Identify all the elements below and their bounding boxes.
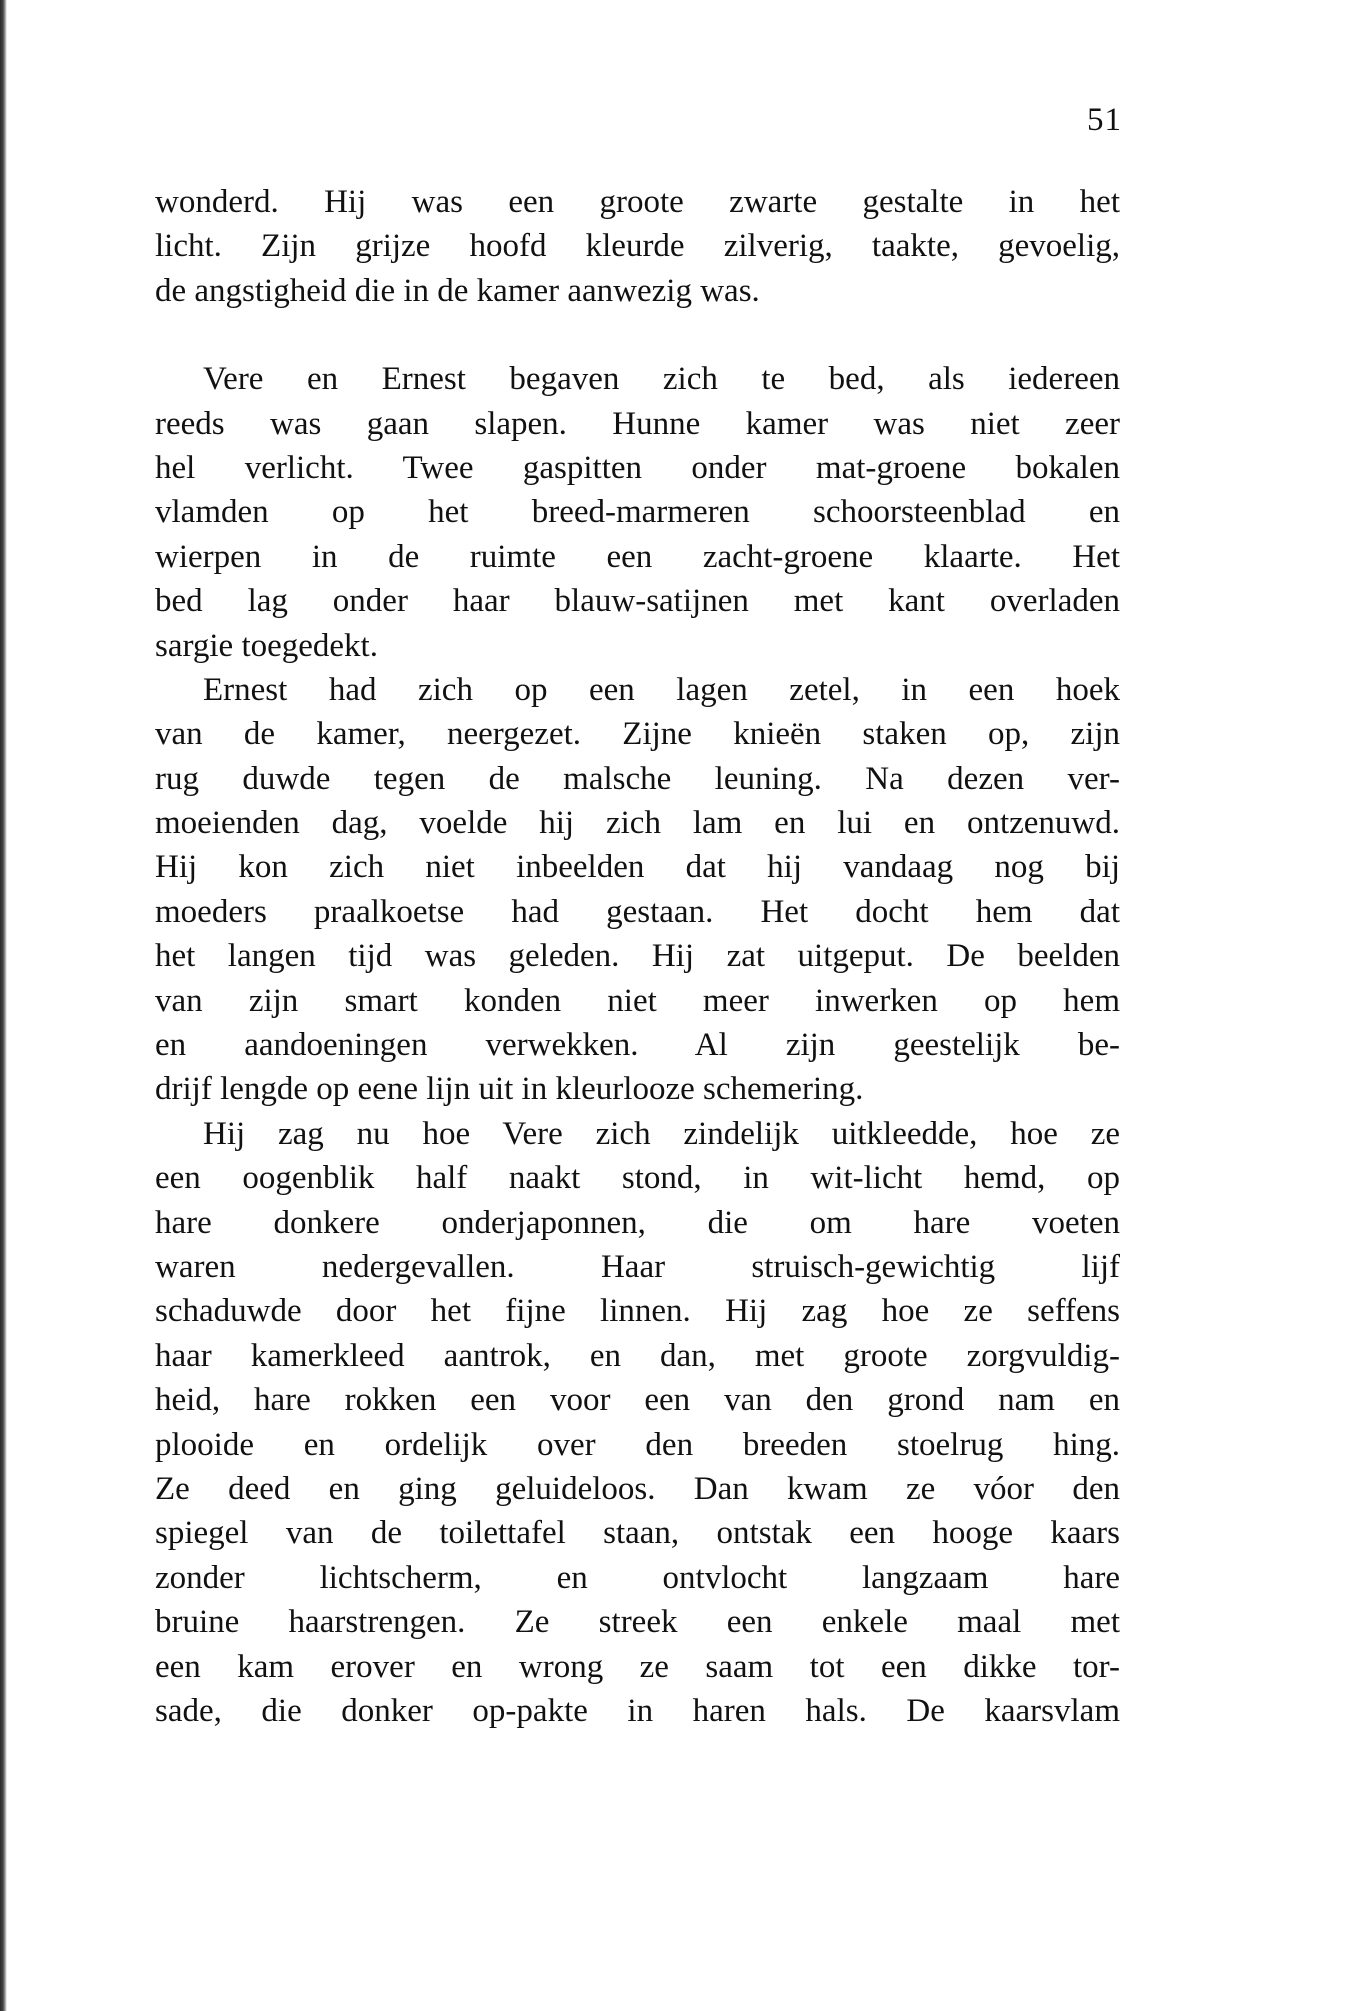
text-line: reeds was gaan slapen. Hunne kamer was niet zeer [155,405,1120,442]
paragraph [155,180,1120,313]
text-line: hel verlicht. Twee gaspitten onder mat-groene bokalen [155,449,1120,486]
text-line: en aandoeningen verwekken. Al zijn geestelijk be- [155,1027,1120,1064]
paragraph [155,1112,1120,1733]
text-line: Hij kon zich niet inbeelden dat hij vandaag nog bij [155,849,1120,886]
text-line: moeienden dag, voelde hij zich lam en lui en ontzenuwd. [155,805,1120,842]
text-line: wierpen in de ruimte een zacht-groene klaarte. Het [155,538,1120,575]
text-line: bed lag onder haar blauw-satijnen met kant overladen [155,583,1120,620]
text-line: schaduwde door het fijne linnen. Hij zag hoe ze seffens [155,1293,1120,1330]
text-line: haar kamerkleed aantrok, en dan, met groote zorgvuldig- [155,1337,1120,1374]
text-line: moeders praalkoetse had gestaan. Het docht hem dat [155,893,1120,930]
text-line: zonder lichtscherm, en ontvlocht langzaam hare [155,1559,1120,1596]
text-line: heid, hare rokken een voor een van den grond nam en [155,1382,1120,1419]
text-line: Ze deed en ging geluideloos. Dan kwam ze vóor den [155,1470,1120,1507]
text-line: hare donkere onderjaponnen, die om hare voeten [155,1204,1120,1241]
section-gap [155,313,1120,357]
text-line: sargie toegedekt. [155,627,378,664]
text-line: van de kamer, neergezet. Zijne knieën staken op, zijn [155,716,1120,753]
text-line: wonderd. Hij was een groote zwarte gestalte in het [155,184,1120,220]
text-line: van zijn smart konden niet meer inwerken op hem [155,982,1120,1019]
text-line: het langen tijd was geleden. Hij zat uitgeput. De beelden [155,938,1120,975]
text-line: waren nedergevallen. Haar struisch-gewichtig lijf [155,1248,1120,1285]
text-line: spiegel van de toilettafel staan, ontstak een hooge kaars [155,1515,1120,1552]
text-line: drijf lengde op eene lijn uit in kleurlooze schemering. [155,1071,864,1108]
text-line: een kam erover en wrong ze saam tot een dikke tor- [155,1648,1120,1685]
text-line: Ernest had zich op een lagen zetel, in een hoek [203,671,1120,708]
page-number: 51 [1087,102,1122,138]
text-line: rug duwde tegen de malsche leuning. Na dezen ver- [155,760,1120,797]
paragraph [155,668,1120,1112]
text-line: vlamden op het breed-marmeren schoorsteenblad en [155,494,1120,531]
text-line: plooide en ordelijk over den breeden stoelrug hing. [155,1426,1120,1463]
scan-edge [0,0,7,2011]
text-line: Vere en Ernest begaven zich te bed, als iedereen [203,361,1120,398]
text-line: Hij zag nu hoe Vere zich zindelijk uitkleedde, hoe ze [203,1115,1120,1152]
text-line: een oogenblik half naakt stond, in wit-licht hemd, op [155,1160,1120,1197]
text-line: licht. Zijn grijze hoofd kleurde zilverig, taakte, gevoelig, [155,228,1120,265]
text-line: de angstigheid die in de kamer aanwezig was. [155,272,760,309]
paragraph [155,357,1120,668]
text-line: bruine haarstrengen. Ze streek een enkele maal met [155,1604,1120,1641]
text-line: sade, die donker op-pakte in haren hals. De kaarsvlam [155,1692,1120,1729]
body-text [155,180,1120,1733]
